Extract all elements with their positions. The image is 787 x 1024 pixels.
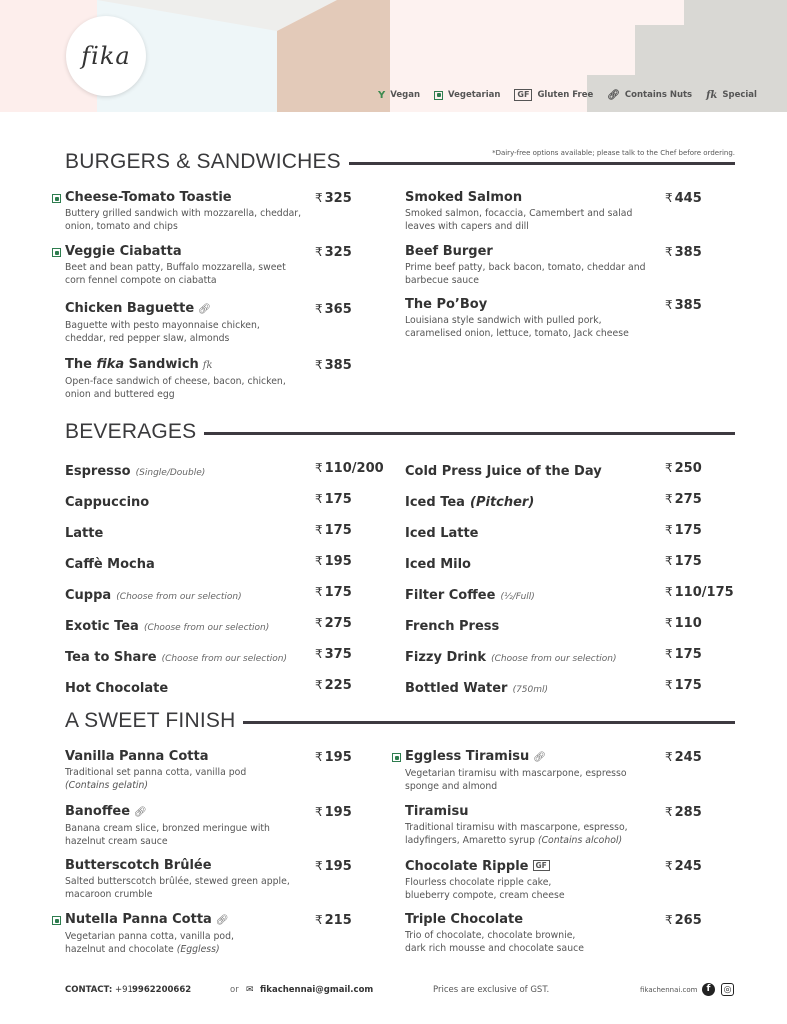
mail-icon: ✉	[246, 985, 254, 995]
menu-item	[405, 553, 735, 572]
vegan-icon: Y	[378, 89, 386, 101]
section-divider	[349, 162, 735, 165]
contains-nuts-icon: 🔗︎	[134, 807, 147, 818]
contact-label: CONTACT:	[65, 985, 113, 995]
item-name: Cuppa	[65, 588, 112, 603]
item-name: Chocolate Ripple GF	[405, 858, 725, 875]
vegetarian-icon	[52, 194, 61, 203]
menu-item	[405, 584, 735, 603]
item-description: Traditional set panna cotta, vanilla pod (Contains gelatin)	[65, 767, 247, 791]
item-name: Latte	[65, 526, 104, 541]
item-price: ₹ 285	[665, 805, 702, 820]
item-name: Iced Latte	[405, 526, 479, 541]
item-description: Open-face sandwich of cheese, bacon, chicken, onion and buttered egg	[65, 376, 286, 400]
item-price: ₹ 175	[315, 492, 352, 507]
legend-special	[706, 90, 757, 101]
menu-item	[405, 297, 725, 340]
special-icon: fk	[706, 89, 718, 101]
dairy-free-note: *Dairy-free options available; please talk to the Chef before ordering.	[492, 149, 735, 157]
menu-item	[405, 190, 725, 233]
item-price: ₹ 365	[315, 302, 352, 317]
menu-item	[65, 491, 395, 510]
item-description: Traditional tiramisu with mascarpone, espresso, ladyfingers, Amaretto syrup (Contains alcohol)	[405, 822, 628, 846]
item-name: Tiramisu	[405, 804, 469, 819]
email-link[interactable]: fikachennai@gmail.com	[260, 985, 374, 995]
legend-label: Contains Nuts	[624, 90, 693, 100]
item-price: ₹ 110/175	[665, 585, 734, 600]
item-note: (Choose from our selection)	[161, 654, 287, 664]
item-name: Cold Press Juice of the Day	[405, 464, 602, 479]
menu-item	[65, 677, 395, 696]
menu-header	[0, 0, 787, 112]
item-price: ₹ 195	[315, 805, 352, 820]
contains-nuts-icon: 🔗︎	[215, 915, 229, 926]
item-description: Louisiana style sandwich with pulled pork, caramelised onion, lettuce, tomato, Jack cheese	[405, 315, 629, 339]
item-price: ₹ 175	[315, 523, 352, 538]
menu-item	[405, 912, 725, 955]
contains-nuts-icon: 🔗︎	[533, 752, 546, 763]
item-name: Fizzy Drink	[405, 650, 487, 665]
menu-item	[405, 749, 725, 793]
menu-item	[65, 646, 395, 665]
menu-item	[405, 615, 735, 634]
menu-item	[65, 912, 385, 956]
item-name: Banoffee 🔗︎	[65, 804, 147, 819]
gluten-free-icon: GF	[533, 860, 550, 871]
item-name: Cheese-Tomato Toastie	[65, 190, 232, 205]
item-name: Tea to Share	[65, 650, 157, 665]
menu-item	[65, 522, 395, 541]
item-name: Smoked Salmon	[405, 190, 523, 205]
gst-note: Prices are exclusive of GST.	[433, 985, 550, 995]
menu-item	[65, 301, 385, 345]
header-bg-tan	[277, 0, 390, 112]
menu-item	[65, 357, 385, 401]
menu-item	[65, 804, 385, 848]
item-description: Trio of chocolate, chocolate brownie, dark rich mousse and chocolate sauce	[405, 930, 584, 954]
item-name: Hot Chocolate	[65, 681, 169, 696]
item-price: ₹ 265	[665, 913, 702, 928]
item-price: ₹ 175	[665, 678, 702, 693]
item-price: ₹ 175	[665, 523, 702, 538]
item-name: French Press	[405, 619, 500, 634]
item-description: Vegetarian tiramisu with mascarpone, espresso sponge and almond	[405, 768, 627, 792]
menu-item	[405, 677, 735, 696]
vegetarian-icon	[392, 753, 401, 762]
section-title: A SWEET FINISH	[65, 709, 236, 732]
item-description: Buttery grilled sandwich with mozzarella, cheddar, onion, tomato and chips	[65, 208, 302, 232]
item-name: Filter Coffee	[405, 588, 496, 603]
special-icon: fk	[202, 360, 213, 371]
item-price: ₹ 385	[315, 358, 352, 373]
section-beverages-header	[65, 420, 735, 444]
fika-logo	[66, 16, 146, 96]
legend-contains-nuts	[607, 90, 692, 101]
item-name: The fika Sandwich fk	[65, 357, 213, 372]
vegetarian-icon	[52, 916, 61, 925]
item-name: Triple Chocolate	[405, 912, 524, 927]
item-name: Vanilla Panna Cotta	[65, 749, 209, 764]
menu-item	[405, 646, 735, 665]
section-title: BEVERAGES	[65, 420, 197, 443]
contains-nuts-icon: 🔗︎	[607, 89, 620, 101]
item-note: (Choose from our selection)	[116, 592, 242, 602]
item-price: ₹ 325	[315, 191, 352, 206]
legend-label: Vegetarian	[448, 90, 501, 100]
item-price: ₹ 245	[665, 750, 702, 765]
item-price: ₹ 445	[665, 191, 702, 206]
item-name: Chicken Baguette 🔗︎	[65, 301, 211, 316]
contains-nuts-icon: 🔗︎	[198, 304, 211, 315]
section-title: BURGERS & SANDWICHES	[65, 150, 341, 173]
item-description: Salted butterscotch brûlée, stewed green apple, macaroon crumble	[65, 876, 290, 900]
menu-item	[405, 244, 725, 287]
menu-item	[65, 615, 395, 634]
item-note: (Single/Double)	[135, 468, 206, 478]
phone-prefix: +91	[115, 985, 133, 995]
item-name: Beef Burger	[405, 244, 493, 259]
item-name: Exotic Tea	[65, 619, 139, 634]
section-divider	[243, 721, 735, 724]
legend-label: Gluten Free	[537, 90, 594, 100]
item-price: ₹ 275	[665, 492, 702, 507]
item-name: Caffè Mocha	[65, 557, 155, 572]
menu-item	[65, 460, 395, 479]
vegetarian-icon	[52, 248, 61, 257]
item-note: (Choose from our selection)	[491, 654, 617, 664]
menu-item	[65, 190, 385, 233]
item-note: (Pitcher)	[470, 495, 535, 510]
item-description: Beet and bean patty, Buffalo mozzarella, sweet corn fennel compote on ciabatta	[65, 262, 286, 286]
menu-footer	[65, 985, 735, 999]
instagram-icon[interactable]: ◎	[721, 983, 734, 996]
item-description: Prime beef patty, back bacon, tomato, cheddar and barbecue sauce	[405, 262, 646, 286]
legend-vegan	[378, 90, 420, 101]
item-name: Nutella Panna Cotta 🔗︎	[65, 912, 229, 927]
item-price: ₹ 245	[665, 859, 702, 874]
legend-label: Vegan	[390, 90, 420, 100]
menu-item	[65, 553, 395, 572]
item-price: ₹ 375	[315, 647, 352, 662]
item-price: ₹ 110	[665, 616, 702, 631]
menu-item	[65, 749, 385, 792]
website-link[interactable]: fikachennai.com	[640, 986, 698, 994]
menu-item	[65, 244, 385, 287]
item-name: Veggie Ciabatta	[65, 244, 182, 259]
item-price: ₹ 250	[665, 461, 702, 476]
item-price: ₹ 175	[315, 585, 352, 600]
item-description: Banana cream slice, bronzed meringue with hazelnut cream sauce	[65, 823, 270, 847]
item-description: Flourless chocolate ripple cake, blueberry compote, cream cheese	[405, 877, 565, 901]
phone-number[interactable]: 9962200662	[132, 985, 192, 995]
menu-item	[65, 584, 395, 603]
legend-vegetarian	[434, 90, 500, 100]
item-name: Bottled Water	[405, 681, 508, 696]
menu-item	[65, 858, 385, 901]
menu-item	[405, 491, 735, 510]
section-desserts-header	[65, 709, 735, 733]
section-divider	[204, 432, 735, 435]
item-note: (750ml)	[512, 685, 549, 695]
item-price: ₹ 195	[315, 859, 352, 874]
item-price: ₹ 225	[315, 678, 352, 693]
item-name: Espresso	[65, 464, 131, 479]
item-name: Eggless Tiramisu 🔗︎	[405, 749, 546, 764]
menu-item	[405, 858, 725, 902]
item-price: ₹ 275	[315, 616, 352, 631]
gluten-free-icon: GF	[514, 89, 532, 101]
item-description: Baguette with pesto mayonnaise chicken, cheddar, red pepper slaw, almonds	[65, 320, 260, 344]
item-name: Cappuccino	[65, 495, 150, 510]
item-price: ₹ 385	[665, 298, 702, 313]
item-name: Butterscotch Brûlée	[65, 858, 212, 873]
menu-item	[405, 522, 735, 541]
item-price: ₹ 195	[315, 750, 352, 765]
item-note: (½/Full)	[500, 592, 535, 602]
legend-gluten-free	[514, 89, 593, 101]
logo-text: fika	[81, 42, 131, 70]
item-name: Iced Tea	[405, 495, 465, 510]
or-text: or	[230, 985, 239, 995]
menu-item	[405, 804, 725, 847]
facebook-icon[interactable]: f	[702, 983, 715, 996]
item-description: Vegetarian panna cotta, vanilla pod, hazelnut and chocolate (Eggless)	[65, 931, 234, 955]
item-price: ₹ 215	[315, 913, 352, 928]
item-price: ₹ 325	[315, 245, 352, 260]
item-note: (Choose from our selection)	[143, 623, 270, 633]
dietary-legend	[378, 89, 771, 101]
menu-item	[405, 460, 735, 479]
item-price: ₹ 385	[665, 245, 702, 260]
item-name: The Po’Boy	[405, 297, 488, 312]
item-price: ₹ 175	[665, 647, 702, 662]
item-name: Iced Milo	[405, 557, 471, 572]
item-price: ₹ 110/200	[315, 461, 384, 476]
item-description: Smoked salmon, focaccia, Camembert and salad leaves with capers and dill	[405, 208, 633, 232]
vegetarian-icon	[434, 91, 443, 100]
legend-label: Special	[722, 90, 757, 100]
item-price: ₹ 195	[315, 554, 352, 569]
item-price: ₹ 175	[665, 554, 702, 569]
